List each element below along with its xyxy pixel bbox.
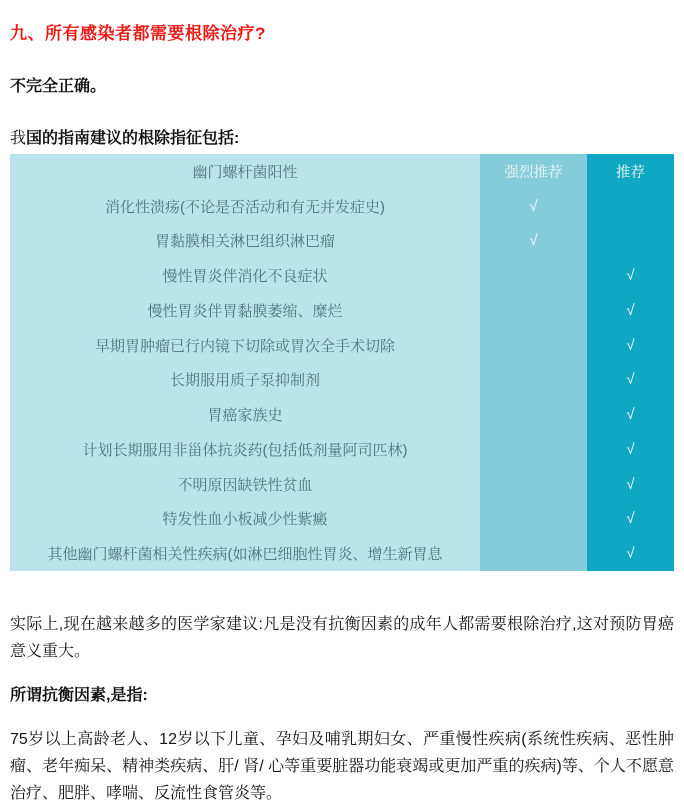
recommended-check-cell: √ [587, 328, 674, 363]
recommended-check-cell: √ [587, 536, 674, 571]
table-row [10, 258, 674, 293]
row-condition-label: 其他幽门螺杆菌相关性疾病(如淋巴细胞性胃炎、增生新胃息 [10, 536, 480, 571]
row-condition-label: 长期服用质子泵抑制剂 [10, 363, 480, 398]
strongly-recommended-check-cell: √ [480, 224, 587, 259]
row-condition-label: 慢性胃炎伴消化不良症状 [10, 258, 480, 293]
strongly-recommended-check-cell [480, 467, 587, 502]
strongly-recommended-check-cell [480, 502, 587, 537]
table-row [10, 224, 674, 259]
paragraph-expert-advice: 实际上,现在越来越多的医学家建议:凡是没有抗衡因素的成年人都需要根除治疗,这对预防胃癌意义重大。 [10, 616, 674, 660]
row-condition-label: 特发性血小板减少性紫癜 [10, 502, 480, 537]
recommended-check-cell: √ [587, 467, 674, 502]
row-condition-label: 慢性胃炎伴胃黏膜萎缩、糜烂 [10, 293, 480, 328]
indication-table [10, 154, 674, 571]
strongly-recommended-check-cell [480, 328, 587, 363]
row-condition-label: 胃黏膜相关淋巴组织淋巴瘤 [10, 224, 480, 259]
table-header-condition: 幽门螺杆菌阳性 [10, 154, 480, 189]
recommended-check-cell: √ [587, 293, 674, 328]
table-row [10, 189, 674, 224]
recommended-check-cell: √ [587, 502, 674, 537]
answer-statement: 不完全正确。 [10, 78, 107, 95]
table-row [10, 502, 674, 537]
recommended-check-cell: √ [587, 432, 674, 467]
table-row [10, 328, 674, 363]
row-condition-label: 消化性溃疡(不论是否活动和有无并发症史) [10, 189, 480, 224]
counterbalance-subheading: 所谓抗衡因素,是指: [10, 687, 148, 704]
section-heading: 九、所有感染者都需要根除治疗? [10, 24, 266, 44]
table-row [10, 432, 674, 467]
table-row [10, 536, 674, 571]
strongly-recommended-check-cell [480, 536, 587, 571]
row-condition-label: 胃癌家族史 [10, 397, 480, 432]
strongly-recommended-check-cell [480, 258, 587, 293]
recommended-check-cell [587, 189, 674, 224]
table-row [10, 397, 674, 432]
paragraph-counterbalance-factors: 75岁以上高龄老人、12岁以下儿童、孕妇及哺乳期妇女、严重慢性疾病(系统性疾病、恶性肿瘤、老年痴呆、精神类疾病、肝/ 肾/ 心等重要脏器功能衰竭或更加严重的疾病)等、个人不愿意治疗、肥胖、哮喘、反流性食管炎等。 [10, 731, 674, 802]
recommended-check-cell: √ [587, 363, 674, 398]
intro-line [10, 125, 670, 148]
strongly-recommended-check-cell [480, 363, 587, 398]
table-row [10, 467, 674, 502]
recommended-check-cell: √ [587, 258, 674, 293]
strongly-recommended-check-cell [480, 432, 587, 467]
table-header-strongly-recommended: 强烈推荐 [480, 154, 587, 189]
strongly-recommended-check-cell: √ [480, 189, 587, 224]
row-condition-label: 早期胃肿瘤已行内镜下切除或胃次全手术切除 [10, 328, 480, 363]
table-row [10, 293, 674, 328]
recommended-check-cell: √ [587, 397, 674, 432]
intro-prefix: 我 [10, 130, 27, 147]
intro-bold-part: 国的指南建议的根除指征包括: [26, 130, 240, 147]
table-header-row [10, 154, 674, 189]
row-condition-label: 不明原因缺铁性贫血 [10, 467, 480, 502]
strongly-recommended-check-cell [480, 293, 587, 328]
table-header-recommended: 推荐 [587, 154, 674, 189]
row-condition-label: 计划长期服用非甾体抗炎药(包括低剂量阿司匹林) [10, 432, 480, 467]
strongly-recommended-check-cell [480, 397, 587, 432]
recommended-check-cell [587, 224, 674, 259]
table-row [10, 363, 674, 398]
